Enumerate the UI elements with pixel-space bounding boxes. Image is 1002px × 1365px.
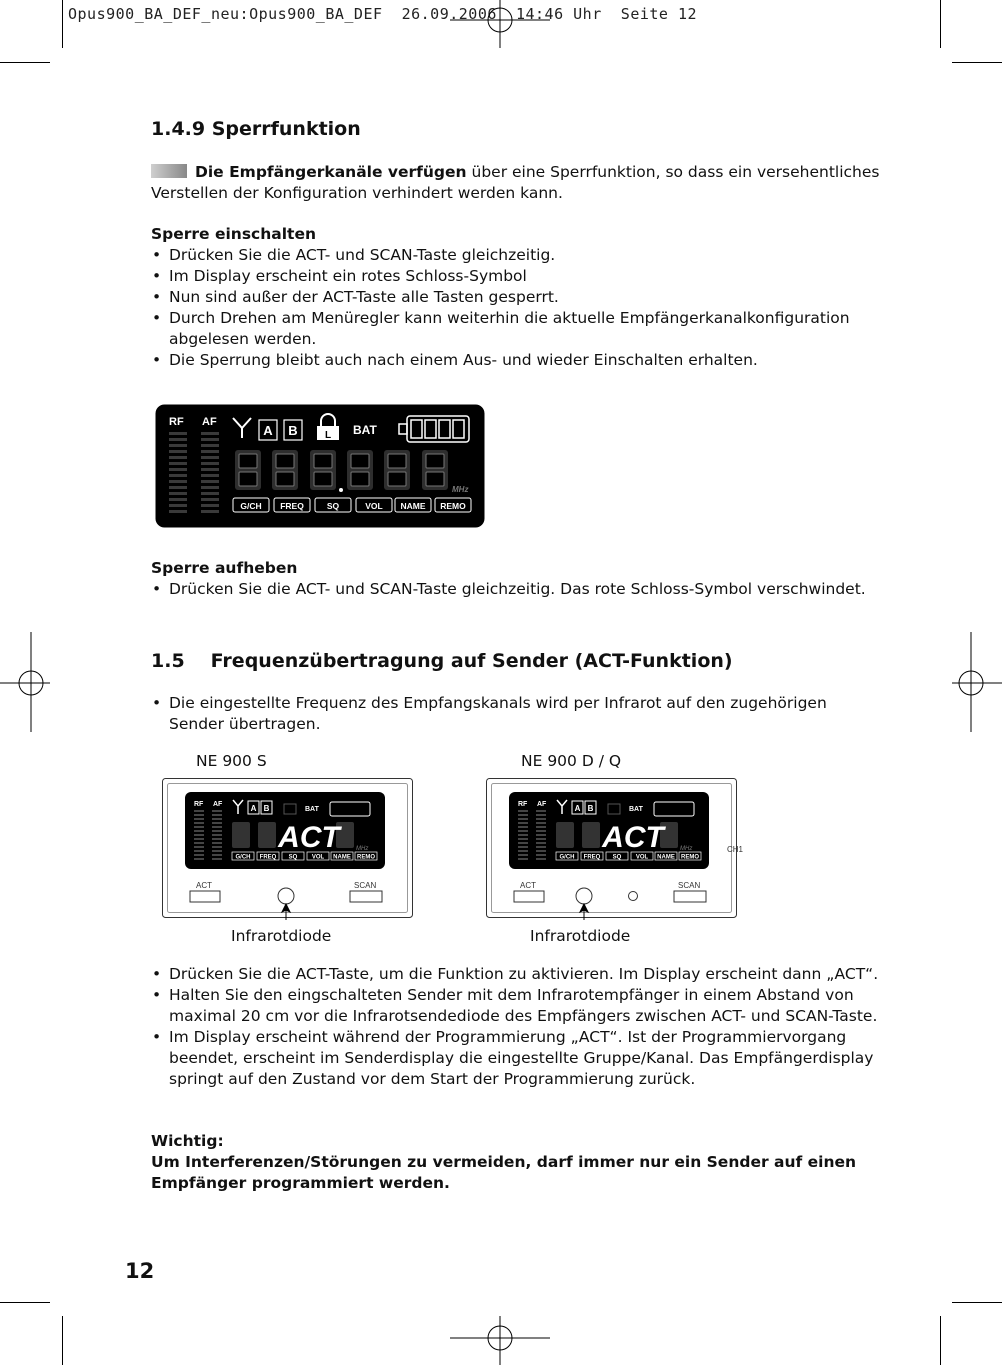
svg-text:ACT: ACT [196,881,212,890]
led-indicator [629,892,638,901]
svg-text:NAME: NAME [333,854,351,861]
svg-text:A: A [250,804,257,813]
section-title-sperrfunktion: 1.4.9 Sperrfunktion [151,118,361,140]
svg-text:BAT: BAT [629,806,643,813]
svg-text:FREQ: FREQ [259,854,277,861]
act-intro-list [151,693,871,735]
svg-text:NAME: NAME [400,501,426,511]
list-item: • Drücken Sie die ACT- und SCAN-Taste gleichzeitig. Das rote Schloss-Symbol verschwindet. [151,579,911,600]
svg-text:B: B [587,804,594,813]
svg-text:VOL: VOL [311,854,325,861]
svg-text:MHz: MHz [680,846,693,852]
infrared-diode [576,888,592,904]
svg-text:AF: AF [213,801,223,808]
ir-caption-dq: Infrarotdiode [530,927,631,945]
svg-text:VOL: VOL [365,501,383,511]
svg-text:ACT: ACT [520,881,536,890]
ch-label: CH1 [727,845,744,854]
lcd-act-readout: ACT [602,821,664,854]
svg-text:A: A [574,804,581,813]
svg-text:RF: RF [194,801,204,808]
svg-text:BAT: BAT [353,423,377,437]
svg-text:B: B [288,423,298,438]
act-steps-list [151,964,891,1090]
page-number: 12 [125,1259,155,1283]
svg-text:A: A [263,423,273,438]
list-item: • Die eingestellte Frequenz des Empfangskanals wird per Infrarot auf den zugehörigen Sender übertragen. [151,693,871,735]
list-item: • Drücken Sie die ACT- und SCAN-Taste gleichzeitig. [151,245,891,266]
svg-text:SCAN: SCAN [354,881,377,890]
svg-text:REMO: REMO [357,854,375,861]
device-label-s: NE 900 S [196,752,267,770]
svg-text:NAME: NAME [657,854,675,861]
svg-text:REMO: REMO [440,501,466,511]
svg-text:SQ: SQ [326,501,340,511]
section-title-act: 1.5 Frequenzübertragung auf Sender (ACT-Funktion) [151,650,733,672]
device-ne900s [162,778,414,920]
print-header: Opus900_BA_DEF_neu:Opus900_BA_DEF 26.09.2006 14:46 Uhr Seite 12 [68,5,698,23]
lock-on-heading: Sperre einschalten [151,225,317,243]
svg-text:RF: RF [518,801,528,808]
list-item: • Halten Sie den eingschalteten Sender mit dem Infrarotempfänger in einem Abstand von maximal 20 cm vor die Infrarotsendediode des Empfängers zwischen ACT- und SCAN-Taste. [151,985,891,1027]
device-ne900dq [486,778,752,920]
infrared-diode [278,888,294,904]
svg-text:G/CH: G/CH [240,501,262,511]
svg-text:SQ: SQ [288,854,298,861]
ir-caption-s: Infrarotdiode [231,927,332,945]
svg-text:AF: AF [537,801,547,808]
svg-text:VOL: VOL [635,854,649,861]
list-item: • Im Display erscheint ein rotes Schloss-Symbol [151,266,891,287]
svg-text:MHz: MHz [356,846,369,852]
device-label-dq: NE 900 D / Q [521,752,622,770]
important-note: Wichtig: Um Interferenzen/Störungen zu vermeiden, darf immer nur ein Sender auf einen Empfänger programmiert werden. [151,1132,857,1192]
svg-text:REMO: REMO [681,854,699,861]
list-item: • Durch Drehen am Menüregler kann weiterhin die aktuelle Empfängerkanalkonfiguration abgelesen werden. [151,308,891,350]
svg-text:MHz: MHz [452,485,469,494]
svg-text:FREQ: FREQ [280,501,304,511]
list-item: • Im Display erscheint während der Programmierung „ACT“. Ist der Programmiervorgang beendet, erscheint im Senderdisplay die eingestellte Gruppe/Kanal. Das Empfängerdisplay springt auf den Zustand vor dem Start der Programmierung zurück. [151,1027,891,1090]
svg-text:BAT: BAT [305,806,319,813]
list-item: • Die Sperrung bleibt auch nach einem Aus- und wieder Einschalten erhalten. [151,350,891,371]
lock-on-list [151,245,891,371]
svg-text:RF: RF [169,416,184,428]
lock-off-heading: Sperre aufheben [151,559,298,577]
intro-paragraph: Die Empfängerkanäle verfügen über eine Sperrfunktion, so dass ein versehentliches Verstellen der Konfiguration verhindert werden kann. [151,163,880,202]
svg-text:B: B [263,804,270,813]
list-item: • Drücken Sie die ACT-Taste, um die Funktion zu aktivieren. Im Display erscheint dann „ACT“. [151,964,891,985]
svg-text:L: L [324,430,332,441]
svg-text:FREQ: FREQ [583,854,601,861]
lock-off-list [151,579,911,600]
list-item: • Nun sind außer der ACT-Taste alle Tasten gesperrt. [151,287,891,308]
lcd-display-locked [155,404,485,528]
svg-text:SCAN: SCAN [678,881,701,890]
gray-marker [151,164,187,178]
svg-text:G/CH: G/CH [235,854,251,861]
svg-text:AF: AF [202,416,217,428]
svg-text:G/CH: G/CH [559,854,575,861]
lcd-act-readout: ACT [278,821,340,854]
svg-text:SQ: SQ [612,854,622,861]
